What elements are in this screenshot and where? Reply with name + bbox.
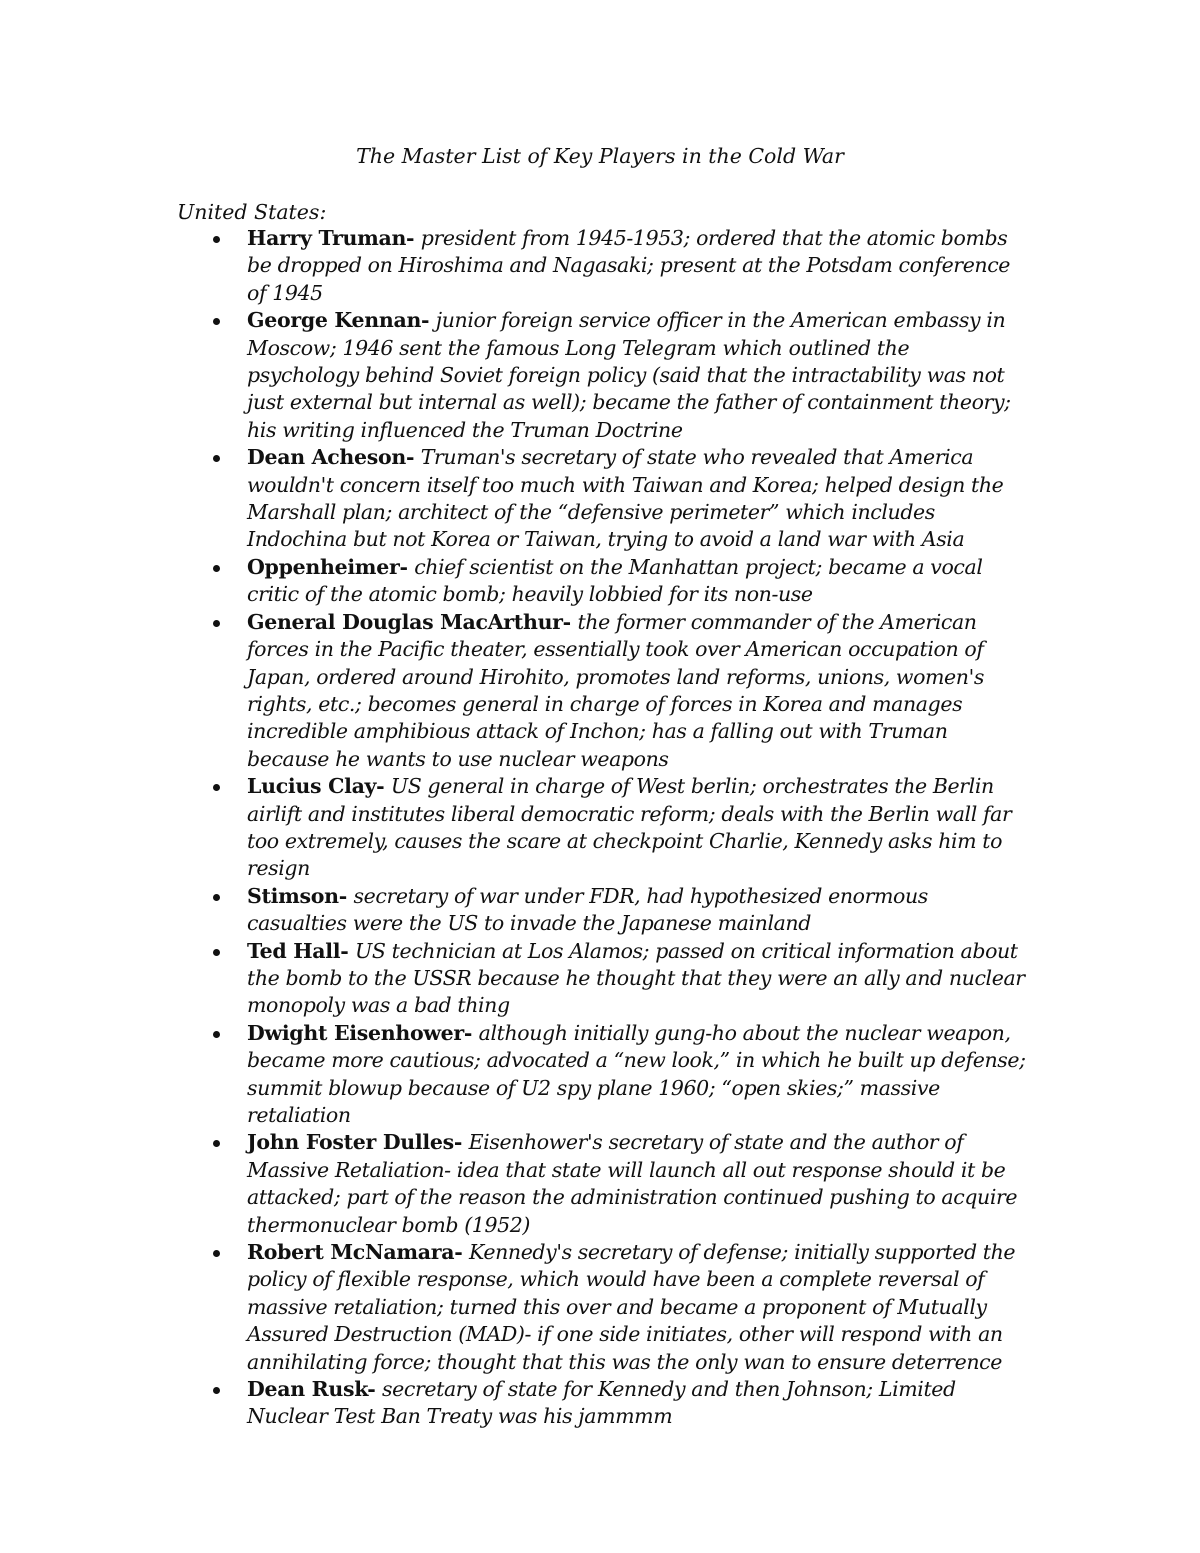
player-description: the former commander of the American forces in the Pacific theater, essentially took over American occupation of Japan, ordered around Hirohito, promotes land reforms, unions, women's rights, etc.; becomes general in charge of forces in Korea and manages incredible amphibious attack of Inchon; has a falling out with Truman because he wants to use nuclear weapons xyxy=(247,609,984,771)
player-description: Truman's secretary of state who revealed that America wouldn't concern itself too much with Taiwan and Korea; helped design the Marshall plan; architect of the “defensive perimeter” which includes Indochina but not Korea or Taiwan, trying to avoid a land war with Asia xyxy=(247,445,1004,552)
section-heading: United States: xyxy=(177,200,327,224)
player-description: secretary of war under FDR, had hypothesized enormous casualties were the US to invade the Japanese mainland xyxy=(247,883,928,936)
player-name: Stimson- xyxy=(247,883,347,908)
player-description: secretary of state for Kennedy and then Johnson; Limited Nuclear Test Ban Treaty was his jammmm xyxy=(247,1377,956,1429)
player-name: Dwight Eisenhower- xyxy=(247,1020,473,1045)
bullet-icon xyxy=(213,318,220,325)
list-item xyxy=(247,444,1027,554)
player-name: Lucius Clay- xyxy=(247,774,385,799)
player-description: Kennedy's secretary of defense; initially supported the policy of flexible response, which would have been a complete reversal of massive retaliation; turned this over and became a proponent of Mutually Assured Destruction (MAD)- if one side initiates, other will respond with an annihilating force; thought that this was the only wan to ensure deterrence xyxy=(247,1240,1016,1374)
player-name: Ted Hall- xyxy=(247,938,349,963)
player-description: US general in charge of West berlin; orchestrates the Berlin airlift and institutes liberal democratic reform; deals with the Berlin wall far too extremely, causes the scare at checkpoint Charlie, Kennedy asks him to resign xyxy=(247,774,1012,881)
list-item xyxy=(247,225,1027,307)
bullet-icon xyxy=(213,1140,220,1147)
player-description: although initially gung-ho about the nuclear weapon, became more cautious; advocated a “new look,” in which he built up defense; summit blowup because of U2 spy plane 1960; “open skies;” massive retaliation xyxy=(247,1020,1026,1127)
player-name: General Douglas MacArthur- xyxy=(247,609,571,634)
list-item xyxy=(247,609,1027,773)
player-description: chief scientist on the Manhattan project; became a vocal critic of the atomic bomb; heavily lobbied for its non-use xyxy=(247,554,983,607)
bullet-icon xyxy=(213,894,220,901)
list-item xyxy=(247,1239,1027,1376)
bullet-icon xyxy=(213,784,220,791)
player-name: John Foster Dulles- xyxy=(247,1130,463,1155)
player-name: Dean Rusk- xyxy=(247,1377,376,1402)
list-item xyxy=(247,938,1027,1020)
list-item xyxy=(247,1376,1027,1431)
players-list xyxy=(247,225,1027,1431)
bullet-icon xyxy=(213,455,220,462)
player-name: Oppenheimer- xyxy=(247,554,408,579)
bullet-icon xyxy=(213,236,220,243)
bullet-icon xyxy=(213,949,220,956)
list-item xyxy=(247,554,1027,609)
list-item xyxy=(247,883,1027,938)
list-item xyxy=(247,1129,1027,1239)
player-name: Harry Truman- xyxy=(247,226,415,250)
player-description: Eisenhower's secretary of state and the author of Massive Retaliation- idea that state will launch all out response should it be attacked; part of the reason the administration continued pushing to acquire thermonuclear bomb (1952) xyxy=(247,1130,1018,1237)
player-name: Dean Acheson- xyxy=(247,445,415,470)
bullet-icon xyxy=(213,1387,220,1394)
player-description: junior foreign service officer in the American embassy in Moscow; 1946 sent the famous Long Telegram which outlined the psychology behind Soviet foreign policy (said that the intractability was not just external but internal as well); became the father of containment theory; his writing influenced the Truman Doctrine xyxy=(247,308,1011,442)
player-name: Robert McNamara- xyxy=(247,1240,463,1265)
bullet-icon xyxy=(213,1250,220,1257)
list-item xyxy=(247,773,1027,883)
player-description: president from 1945-1953; ordered that the atomic bombs be dropped on Hiroshima and Nagasaki; present at the Potsdam conference of 1945 xyxy=(247,226,1011,305)
player-name: George Kennan- xyxy=(247,308,430,333)
bullet-icon xyxy=(213,620,220,627)
document-title: The Master List of Key Players in the Cold War xyxy=(356,144,844,168)
bullet-icon xyxy=(213,565,220,572)
bullet-icon xyxy=(213,1031,220,1038)
player-description: US technician at Los Alamos; passed on critical information about the bomb to the USSR because he thought that they were an ally and nuclear monopoly was a bad thing xyxy=(247,938,1025,1018)
list-item xyxy=(247,1020,1027,1130)
list-item xyxy=(247,307,1027,444)
